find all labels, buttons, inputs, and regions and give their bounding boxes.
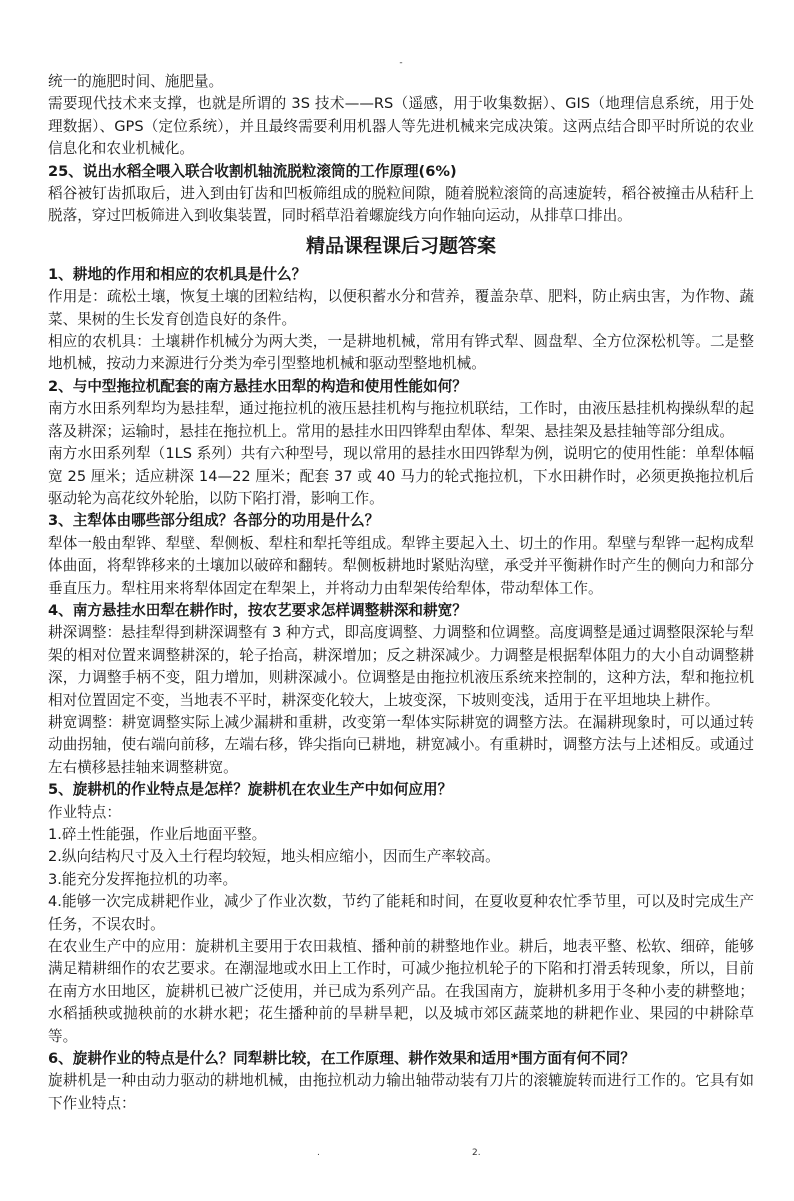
question-heading: 4、南方悬挂水田犁在耕作时，按农艺要求怎样调整耕深和耕宽？ bbox=[48, 601, 467, 619]
question-heading: 5、旋耕机的作业特点是怎样？旋耕机在农业生产中如何应用？ bbox=[48, 781, 453, 799]
header-mark: - bbox=[399, 58, 403, 68]
footer bbox=[48, 1115, 754, 1161]
answer-paragraph: 2.纵向结构尺寸及入土行程均较短，地头相应缩小，因而生产率较高。 bbox=[48, 848, 500, 866]
question-heading: 6、旋耕作业的特点是什么？同犁耕比较，在工作原理、耕作效果和适用*围方面有何不同？ bbox=[48, 1050, 635, 1068]
question-heading: 25、说出水稻全喂入联合收割机轴流脱粒滚筒的工作原理(6%) bbox=[48, 162, 457, 180]
answer-paragraph: 相应的农机具：土壤耕作机械分为两大类，一是耕地机械，常用有铧式犁、圆盘犁、全方位深松机等。二是整地机械，按动力来源进行分类为牵引型整地机械和驱动型整地机械。 bbox=[48, 333, 754, 373]
answer-paragraph: 耕宽调整：耕宽调整实际上减少漏耕和重耕，改变第一犁体实际耕宽的调整方法。在漏耕现象时，可以通过转动曲拐轴，使右端向前移，左端右移，铧尖指向已耕地，耕宽减小。有重耕时，调整方法与上述相反。或通过左右横移悬挂轴来调整耕宽。 bbox=[48, 713, 754, 776]
answer-paragraph: 南方水田系列犁（1LS 系列）共有六种型号，现以常用的悬挂水田四铧犁为例，说明它的使用性能：单犁体幅宽 25 厘米；适应耕深 14—22 厘米；配套 37 或 40 马力的轮式拖拉机，下水田耕作时，必须更换拖拉机后驱动轮为高花纹外轮胎，以防下陷打滑，影响工作。 bbox=[48, 445, 754, 507]
answer-paragraph: 犁体一般由犁铧、犁壁、犁侧板、犁柱和犁托等组成。犁铧主要起入土、切土的作用。犁壁与犁铧一起构成犁体曲面，将犁铧移来的土壤加以破碎和翻转。犁侧板耕地时紧贴沟壁，承受并平衡耕作时产生的侧向力和部分垂直压力。犁柱用来将犁体固定在犁架上，并将动力由犁架传给犁体，带动犁体工作。 bbox=[48, 534, 754, 597]
page-number: 2. bbox=[472, 1148, 481, 1159]
footer-mark: . bbox=[317, 1148, 320, 1159]
question-heading: 1、耕地的作用和相应的农机具是什么？ bbox=[48, 265, 307, 283]
answer-paragraph: 作业特点： bbox=[48, 803, 121, 821]
section-title: 精品课程课后习题答案 bbox=[305, 234, 496, 257]
answer-paragraph: 1.碎土性能强，作业后地面平整。 bbox=[48, 826, 267, 843]
paragraph: 稻谷被钉齿抓取后，进入到由钉齿和凹板筛组成的脱粒间隙，随着脱粒滚筒的高速旋转，稻谷被撞击从秸秆上脱落，穿过凹板筛进入到收集装置，同时稻草沿着螺旋线方向作轴向运动，从排草口排出。 bbox=[48, 185, 754, 225]
question-list bbox=[48, 264, 754, 1115]
answer-paragraph: 3.能充分发挥拖拉机的功率。 bbox=[48, 870, 238, 888]
answer-paragraph: 耕深调整：悬挂犁得到耕深调整有 3 种方式，即高度调整、力调整和位调整。高度调整是通过调整限深轮与犁架的相对位置来调整耕深的，轮子抬高，耕深增加；反之耕深减少。力调整是根据犁体阻力的大小自动调整耕深，力调整手柄不变，阻力增加，则耕深减小。位调整是由拖拉机液压系统来控制的，这种方法，犁和拖拉机相对位置固定不变，当地表不平时，耕深变化较大，上坡变深，下坡则变浅，适用于在平坦地块上耕作。 bbox=[48, 624, 754, 709]
paragraph: 需要现代技术来支撑，也就是所谓的 3S 技术——RS（遥感，用于收集数据）、GIS（地理信息系统，用于处理数据）、GPS（定位系统），并且最终需要利用机器人等先进机械来完成决策。这两点结合即平时所说的农业信息化和农业机械化。 bbox=[48, 95, 754, 158]
answer-paragraph: 旋耕机是一种由动力驱动的耕地机械，由拖拉机动力输出轴带动装有刀片的滚辘旋转而进行工作的。它具有如下作业特点： bbox=[48, 1072, 754, 1112]
answer-paragraph: 作用是：疏松土壤，恢复土壤的团粒结构，以便积蓄水分和营养，覆盖杂草、肥料，防止病虫害，为作物、蔬菜、果树的生长发育创造良好的条件。 bbox=[48, 288, 754, 328]
document-body bbox=[48, 71, 754, 1115]
answer-paragraph: 南方水田系列犁均为悬挂犁，通过拖拉机的液压悬挂机构与拖拉机联结，工作时，由液压悬挂机构操纵犁的起落及耕深；运输时，悬挂在拖拉机上。常用的悬挂水田四铧犁由犁体、犁架、悬挂架及悬挂轴等部分组成。 bbox=[48, 400, 754, 440]
answer-paragraph: 在农业生产中的应用：旋耕机主要用于农田栽植、播种前的耕整地作业。耕后，地表平整、松软、细碎，能够满足精耕细作的农艺要求。在潮湿地或水田上工作时，可减少拖拉机轮子的下陷和打滑丢转现象，所以，目前在南方水田地区，旋耕机已被广泛使用，并已成为系列产品。在我国南方，旋耕机多用于冬种小麦的耕整地；水稻插秧或抛秧前的水耕水耙；花生播种前的旱耕旱耙，以及城市郊区蔬菜地的耕耙作业、果园的中耕除草等。 bbox=[48, 938, 754, 1045]
answer-paragraph: 4.能够一次完成耕耙作业，减少了作业次数，节约了能耗和时间，在夏收夏种农忙季节里，可以及时完成生产任务，不误农时。 bbox=[48, 893, 754, 933]
paragraph: 统一的施肥时间、施肥量。 bbox=[48, 73, 224, 90]
question-heading: 3、主犁体由哪些部分组成？各部分的功用是什么？ bbox=[48, 512, 380, 530]
question-heading: 2、与中型拖拉机配套的南方悬挂水田犁的构造和使用性能如何？ bbox=[48, 377, 467, 395]
